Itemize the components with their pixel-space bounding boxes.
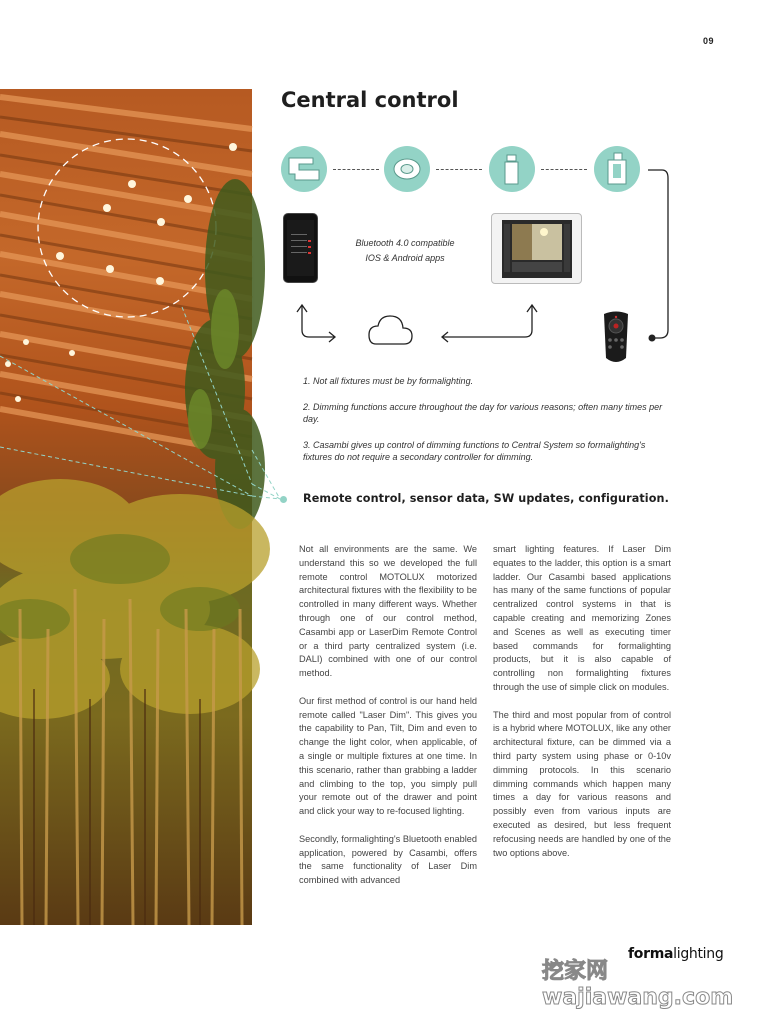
- note-3: 3. Casambi gives up control of dimming functions to Central System so formalighting's fixtures do not require a secondary controller for dimming.: [303, 439, 646, 462]
- brand-bold: forma: [628, 946, 674, 962]
- ceiling-fixture-icon: [281, 146, 327, 192]
- footnotes: [303, 375, 673, 477]
- page-number: 09: [703, 36, 715, 46]
- laser-dim-remote-image: [600, 310, 632, 365]
- paragraph: Our first method of control is our hand held remote called "Laser Dim". This gives you the capability to Pan, Tilt, Dim and even to change the light color, when applicable, of a single or multiple fixtures at one time. In this scenario, rather than grabbing a ladder and climbing to the top, you simply pull your remote out of the drawer and point and click your way to re-focused lighting.: [299, 695, 477, 817]
- bluetooth-caption: [340, 236, 470, 266]
- paragraph: smart lighting features. If Laser Dim equates to the ladder, this option is a smart ladder. Our Casambi based applications has many of the same functions of popular centralized control systems in that is capable creating and memorizing Zones and Scenes as well as executing timer based commands for formalighting products, but it is also capable of controlling non formalighting fixtures through the use of simple click on modules.: [493, 544, 671, 692]
- interior-photo: [0, 89, 252, 925]
- tablet-image: [491, 213, 582, 284]
- note-1: 1. Not all fixtures must be by formalighting.: [303, 376, 474, 386]
- bullet-dot: [280, 496, 287, 503]
- bluetooth-line2: IOS & Android apps: [365, 253, 445, 263]
- paragraph: Not all environments are the same. We understand this so we developed the full remote control MOTOLUX motorized architectural fixtures with the flexibility to be controlled in many different ways. Whether through one of our control method, Casambi app or LaserDim Remote Control or a third party centralized system (i.e. DALI) combined with one of our control method.: [299, 544, 477, 679]
- brand-light: lighting: [673, 946, 724, 962]
- note-2: 2. Dimming functions accure throughout the day for various reasons; often many times per day.: [303, 401, 663, 424]
- spot-fixture-icon: [594, 146, 640, 192]
- paragraph: Secondly, formalighting's Bluetooth enabled application, powered by Casambi, offers the same functionality of Laser Dim combined with advanced: [299, 833, 477, 886]
- downlight-icon: [384, 146, 430, 192]
- connector-dash: [436, 169, 482, 170]
- body-column-2: [493, 543, 671, 874]
- connector-dash: [333, 169, 379, 170]
- connector-dash: [541, 169, 587, 170]
- page-title: Central control: [281, 88, 459, 112]
- paragraph: The third and most popular from of control is a hybrid where MOTOLUX, like any other architectural fixture, can be dimmed via a third party system using phase or 0-10v dimming protocols. In this scenario dimming commands which happen many times a day for various reasons and possibly even from various inputs are executed as desired, but less frequent refocusing needs are handled by one of the two options above.: [493, 709, 671, 858]
- bluetooth-line1: Bluetooth 4.0 compatible: [355, 238, 455, 248]
- watermark: 挖家网 wajiawang.com: [542, 959, 734, 1010]
- remote-heading: Remote control, sensor data, SW updates, configuration.: [303, 492, 669, 505]
- smartphone-image: [283, 213, 318, 283]
- track-fixture-icon: [489, 146, 535, 192]
- body-column-1: [299, 543, 477, 902]
